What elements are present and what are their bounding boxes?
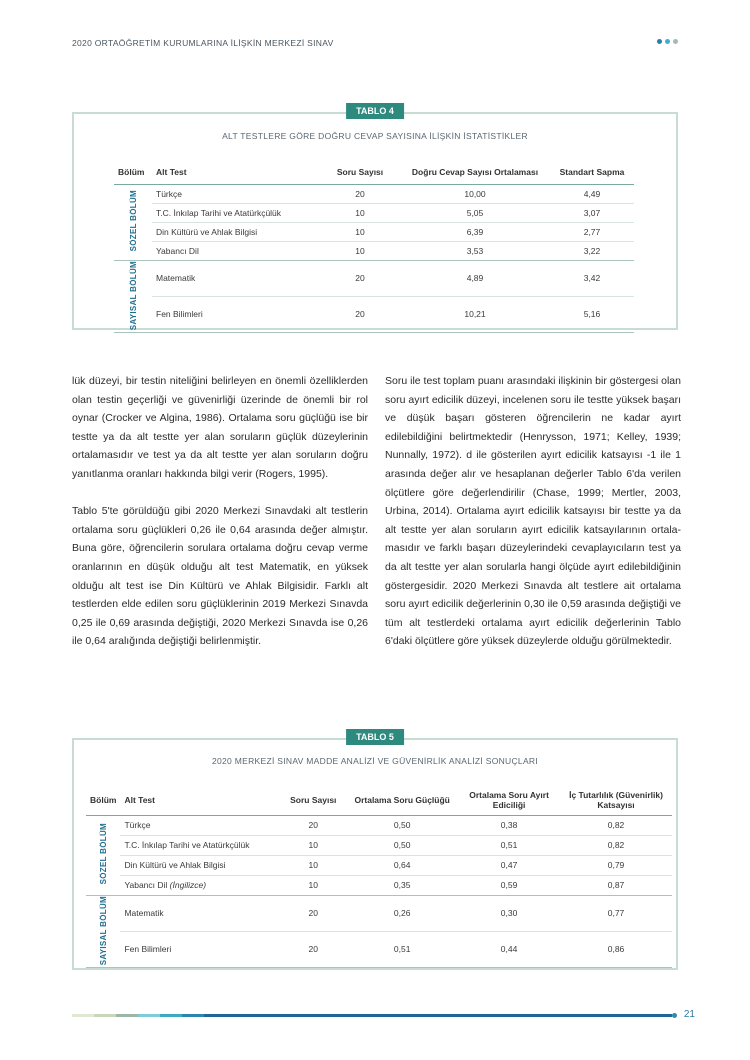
table-row — [114, 260, 634, 296]
row-difficulty: 0,50 — [346, 835, 458, 855]
header-alt-test: Alt Test — [120, 785, 280, 815]
row-difficulty: 0,51 — [346, 931, 458, 967]
footer-bar-segment — [72, 1014, 94, 1017]
row-count: 20 — [280, 815, 346, 835]
table-row — [86, 835, 672, 855]
row-mean: 5,05 — [400, 203, 550, 222]
row-test: T.C. İnkılap Tarihi ve Atatürkçülük — [152, 203, 320, 222]
header-dot — [657, 39, 662, 44]
footer-dot-icon — [672, 1013, 677, 1018]
page-number: 21 — [683, 1009, 695, 1020]
row-test: Fen Bilimleri — [152, 296, 320, 332]
row-test: Matematik — [152, 260, 320, 296]
section-sozel: SÖZEL BÖLÜM — [114, 184, 152, 260]
row-count: 10 — [280, 835, 346, 855]
table-5-frame — [72, 732, 678, 970]
row-sd: 3,22 — [550, 241, 634, 260]
row-reliability: 0,77 — [560, 895, 672, 931]
footer-bar-segment — [94, 1014, 116, 1017]
table-4-frame — [72, 106, 678, 330]
row-reliability: 0,87 — [560, 875, 672, 895]
row-count: 20 — [320, 184, 400, 203]
row-mean: 10,00 — [400, 184, 550, 203]
header-dot — [673, 39, 678, 44]
row-count: 20 — [280, 931, 346, 967]
section-sayisal: SAYISAL BÖLÜM — [114, 260, 152, 332]
row-mean: 4,89 — [400, 260, 550, 296]
row-discrimination: 0,44 — [458, 931, 560, 967]
table-header-row — [86, 785, 672, 815]
table-row — [114, 241, 634, 260]
row-count: 20 — [280, 895, 346, 931]
row-count: 10 — [320, 203, 400, 222]
table-4 — [114, 160, 634, 333]
paragraph: lük düzeyi, bir testin niteliğini belirleyen en önemli özelliklerden olan testin geçerliği ve güvenirliği üzerinde de önemli bir rol oynar (Crocker ve Algina, 1986). Ortalama soru güçlüğü ise bir testte ya da alt testte yer alan soruların güçlük düzeylerinin ortalamasıdır ve test ya da alt testte yer alan soruların doğru yanıtlanma oranları hakkında bilgi verir (Rogers, 1995). — [72, 375, 368, 480]
paragraph: Soru ile test toplam puanı arasındaki ilişkinin bir göstergesi olan soru ayırt edicilik düzeyi, incelenen soru ile testte yüksek başarı ve düşük başarı gösteren öğrencilerin ne kadar ayırt edilebildiğini belirtmektedir (Henrysson, 1971; Kelley, 1939; Nunnally, 1972). d ile gösterilen ayırt edicilik katsayısı -1 ile 1 arasında değer alır ve hesaplanan değerler Tablo 6'da verilen ölçütlere göre değerlendirilir (Chase, 1999; Mertler, 2003, Urbina, 2014). Ortalama ayırt edicilik katsayısı bir testte ya da alt testte yer alan soruların ayırt edicilik katsayılarının ortalamasıdır ve farklı başarı düzeylerindeki cevaplayıcıların test ya da alt testte yer alan sorularla hangi ölçüde ayırt edilebildiğinin göstergesidir. 2020 Merkezi Sınavda alt testlere ait ortalama soru ayırt edicilik değerlerinin 0,30 ile 0,59 arasında değiştiği ve tüm alt testlerdeki ortalama ayırt edicilik değerlerinin Tablo 6'daki ölçütlere göre yüksek düzeylerde olduğu görülmektedir. — [385, 375, 681, 648]
text-column-left — [72, 372, 368, 670]
footer-bar-segment — [160, 1014, 182, 1017]
table-row — [114, 203, 634, 222]
row-reliability: 0,82 — [560, 815, 672, 835]
row-count: 10 — [280, 855, 346, 875]
header-guvenirlik: İç Tutarlılık (Güvenirlik) Katsayısı — [560, 785, 672, 815]
row-test: Matematik — [120, 895, 280, 931]
paragraph: Tablo 5'te görüldüğü gibi 2020 Merkezi Sınavdaki alt testlerin ortalama soru güçlükleri 0,26 ile 0,64 arasında değer almıştır. Buna göre, öğrencilerin sorulara ortalama doğru cevap verme oranlarının en düşük olduğu alt test Matematik, en yüksek olduğu alt test ise Din Kültürü ve Ahlak Bilgisidir. Farklı alt testlerden elde edilen soru güçlüklerinin 2019 Merkezi Sınavda 0,25 ile 0,69 arasında değiştiği, 2020 Merkezi Sınavda ise 0,26 ile 0,64 aralığında değiştiği belirlenmiştir. — [72, 505, 368, 648]
header-ortalama: Doğru Cevap Sayısı Ortalaması — [400, 160, 550, 184]
row-difficulty: 0,50 — [346, 815, 458, 835]
header-soru-sayisi: Soru Sayısı — [280, 785, 346, 815]
section-sozel: SÖZEL BÖLÜM — [86, 815, 120, 895]
header-guclugu: Ortalama Soru Güçlüğü — [346, 785, 458, 815]
row-test: Türkçe — [120, 815, 280, 835]
table-4-title: ALT TESTLERE GÖRE DOĞRU CEVAP SAYISINA İLİŞKİN İSTATİSTİKLER — [222, 131, 528, 141]
row-test: Türkçe — [152, 184, 320, 203]
row-mean: 6,39 — [400, 222, 550, 241]
row-sd: 3,42 — [550, 260, 634, 296]
row-count: 10 — [320, 222, 400, 241]
header-sapma: Standart Sapma — [550, 160, 634, 184]
row-difficulty: 0,26 — [346, 895, 458, 931]
section-sayisal: SAYISAL BÖLÜM — [86, 895, 120, 967]
table-header-row — [114, 160, 634, 184]
footer-color-bar — [72, 1014, 672, 1017]
row-mean: 3,53 — [400, 241, 550, 260]
table-5-title: 2020 MERKEZİ SINAV MADDE ANALİZİ VE GÜVENİRLİK ANALİZİ SONUÇLARI — [211, 756, 539, 766]
row-note: (İngilizce) — [169, 880, 207, 890]
header-soru-sayisi: Soru Sayısı — [320, 160, 400, 184]
header-bolum: Bölüm — [86, 785, 120, 815]
row-reliability: 0,79 — [560, 855, 672, 875]
footer-bar-segment — [116, 1014, 138, 1017]
footer-bar-segment — [138, 1014, 160, 1017]
row-test: Din Kültürü ve Ahlak Bilgisi — [120, 855, 280, 875]
row-test: T.C. İnkılap Tarihi ve Atatürkçülük — [120, 835, 280, 855]
table-5 — [86, 785, 672, 968]
footer-bar-segment — [182, 1014, 204, 1017]
row-count: 10 — [320, 241, 400, 260]
row-test: Din Kültürü ve Ahlak Bilgisi — [152, 222, 320, 241]
row-discrimination: 0,59 — [458, 875, 560, 895]
table-row — [86, 855, 672, 875]
header-dot — [665, 39, 670, 44]
row-mean: 10,21 — [400, 296, 550, 332]
table-5-tag: TABLO 5 — [346, 729, 404, 745]
row-count: 20 — [320, 296, 400, 332]
row-difficulty: 0,64 — [346, 855, 458, 875]
table-row — [86, 895, 672, 931]
table-4-tag: TABLO 4 — [346, 103, 404, 119]
table-row — [86, 875, 672, 895]
footer-bar-segment — [204, 1014, 672, 1017]
row-sd: 3,07 — [550, 203, 634, 222]
row-reliability: 0,86 — [560, 931, 672, 967]
row-count: 20 — [320, 260, 400, 296]
header-ayirt: Ortalama Soru Ayırt Ediciliği — [458, 785, 560, 815]
row-discrimination: 0,47 — [458, 855, 560, 875]
row-sd: 2,77 — [550, 222, 634, 241]
row-sd: 4,49 — [550, 184, 634, 203]
row-test: Yabancı Dil (İngilizce) — [120, 875, 280, 895]
table-row — [114, 184, 634, 203]
table-row — [114, 222, 634, 241]
row-test: Yabancı Dil — [152, 241, 320, 260]
row-difficulty: 0,35 — [346, 875, 458, 895]
running-header: 2020 ORTAÖĞRETİM KURUMLARINA İLİŞKİN MERKEZİ SINAV — [72, 38, 334, 48]
row-discrimination: 0,51 — [458, 835, 560, 855]
header-dots-icon — [657, 39, 678, 44]
row-discrimination: 0,38 — [458, 815, 560, 835]
row-reliability: 0,82 — [560, 835, 672, 855]
row-count: 10 — [280, 875, 346, 895]
row-test: Fen Bilimleri — [120, 931, 280, 967]
table-row — [86, 815, 672, 835]
row-discrimination: 0,30 — [458, 895, 560, 931]
table-row — [114, 296, 634, 332]
table-row — [86, 931, 672, 967]
header-alt-test: Alt Test — [152, 160, 320, 184]
row-sd: 5,16 — [550, 296, 634, 332]
text-column-right — [385, 372, 681, 670]
header-bolum: Bölüm — [114, 160, 152, 184]
